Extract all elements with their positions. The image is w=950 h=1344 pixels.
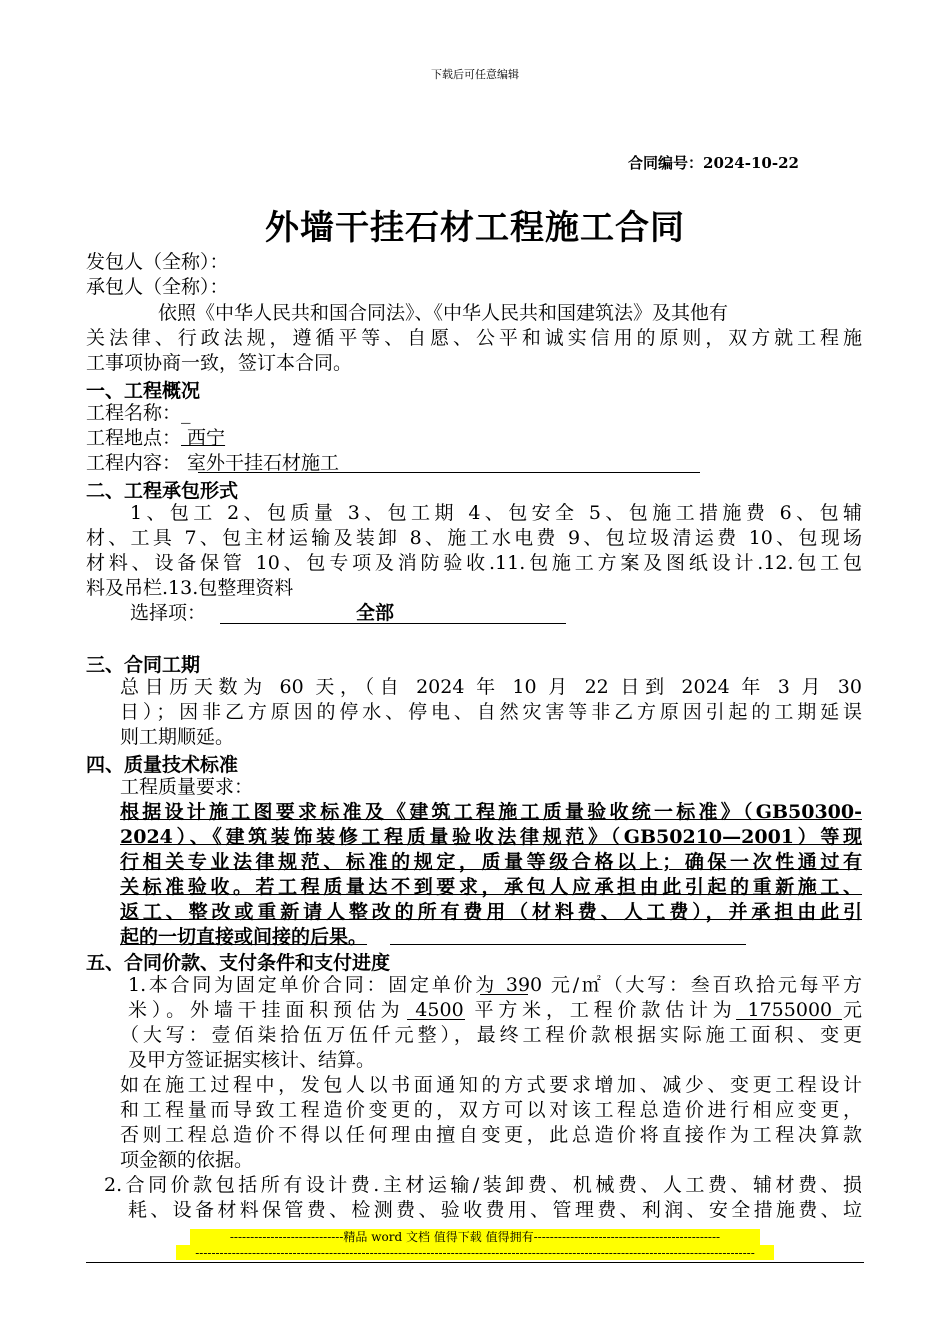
choice-underline [220,623,566,624]
quality-line-1: 根据设计施工图要求标准及《建筑工程施工质量验收统一标准》（GB50300- [120,801,862,823]
footer-banner-line-1: ----------------------------精品 word 文档 值得下载 值得拥有---------------------------------------------- [190,1229,760,1245]
quality-req-label: 工程质量要求： [120,776,254,798]
contractor-line: 承包人（全称）： [86,276,229,298]
inclusion-line-2: 耗、设备材料保管费、检测费、验收费用、管理费、利润、安全措施费、垃 [128,1199,862,1221]
scope-line-4: 料及吊栏.13.包整理资料 [86,577,294,599]
schedule-line-1: 总日历天数为 60 天，（自 2024 年 10 月 22 日到 2024 年 3 月 30 [120,676,862,698]
change-line-1: 如在施工过程中，发包人以书面通知的方式要求增加、减少、变更工程设计 [120,1074,862,1096]
inclusion-line-1: 2.合同价款包括所有设计费.主材运输/装卸费、机械费、人工费、辅材费、损 [104,1174,862,1196]
section-4-heading: 四、质量技术标准 [86,754,239,776]
footer-rule [86,1262,864,1263]
employer-line: 发包人（全称）： [86,251,229,273]
project-site-label: 工程地点： [86,427,182,449]
area-underline [407,1019,465,1020]
footer-banner-line-2: ------------------------------------------------------------------------------------------------------------------------------------------ [176,1245,774,1260]
project-content-value: 室外干挂石材施工 [181,452,340,474]
quality-line-5: 返工、整改或重新请人整改的所有费用（材料费、人工费），并承担由此引 [120,901,862,923]
amount-underline [736,1019,842,1020]
download-note: 下载后可任意编辑 [431,68,519,81]
choice-value: 全部 [356,602,395,624]
scope-line-1: 1、包工 2、包质量 3、包工期 4、包安全 5、包施工措施费 6、包辅 [130,502,862,524]
project-site-value: 西宁 [181,427,226,449]
schedule-line-2: 日）；因非乙方原因的停水、停电、自然灾害等非乙方原因引起的工期延误 [120,701,862,723]
intro-line-2: 关法律、行政法规，遵循平等、自愿、公平和诚实信用的原则，双方就工程施 [86,327,862,349]
section-1-heading: 一、工程概况 [86,380,201,402]
price-line-3: （大写：壹佰柒拾伍万伍仟元整），最终工程价款根据实际施工面积、变更 [120,1024,862,1046]
project-name-value: _ [181,402,191,424]
price-line-2: 米）。外墙干挂面积预估为 4500 平方米，工程价款估计为 1755000 元 [128,999,862,1021]
section-3-heading: 三、合同工期 [86,654,201,676]
price-line-4: 及甲方签证据实核计、结算。 [128,1049,376,1071]
project-content-label: 工程内容： [86,452,182,474]
unit-price-underline [480,994,528,995]
project-name-row [86,401,191,426]
project-content-underline [198,472,700,473]
price-line-1: 1.本合同为固定单价合同：固定单价为 390 元/㎡（大写：叁百玖拾元每平方 [128,974,862,996]
quality-line-3: 行相关专业法律规范、标准的规定，质量等级合格以上；确保一次性通过有 [120,851,862,873]
choice-label: 选择项： [130,602,207,624]
change-line-3: 否则工程总造价不得以任何理由擅自变更，此总造价将直接作为工程决算款 [120,1124,862,1146]
intro-line-3: 工事项协商一致，签订本合同。 [86,352,353,374]
quality-line-6: 起的一切直接或间接的后果。 [120,926,368,948]
change-line-2: 和工程量而导致工程造价变更的，双方可以对该工程总造价进行相应变更， [120,1099,862,1121]
intro-line-1: 依照《中华人民共和国合同法》、《中华人民共和国建筑法》及其他有 [158,302,729,324]
project-name-label: 工程名称： [86,402,182,424]
quality-line-4: 关标准验收。若工程质量达不到要求，承包人应承担由此引起的重新施工、 [120,876,862,898]
scope-line-2: 材、工具 7、包主材运输及装卸 8、施工水电费 9、包垃圾清运费 10、包现场 [86,527,862,549]
quality-trailing-underline [390,944,746,945]
contract-number: 合同编号：2024-10-22 [628,154,799,172]
section-2-heading: 二、工程承包形式 [86,480,239,502]
scope-line-3: 材料、设备保管 10、包专项及消防验收.11.包施工方案及图纸设计.12.包工包 [86,552,862,574]
schedule-line-3: 则工期顺延。 [120,726,235,748]
change-line-4: 项金额的依据。 [120,1149,254,1171]
document-title: 外墙干挂石材工程施工合同 [265,208,685,248]
quality-line-2: 2024）、《建筑装饰装修工程质量验收法律规范》（GB50210—2001）等现 [120,826,862,848]
section-5-heading: 五、合同价款、支付条件和支付进度 [86,952,391,974]
project-site-row [86,426,225,451]
